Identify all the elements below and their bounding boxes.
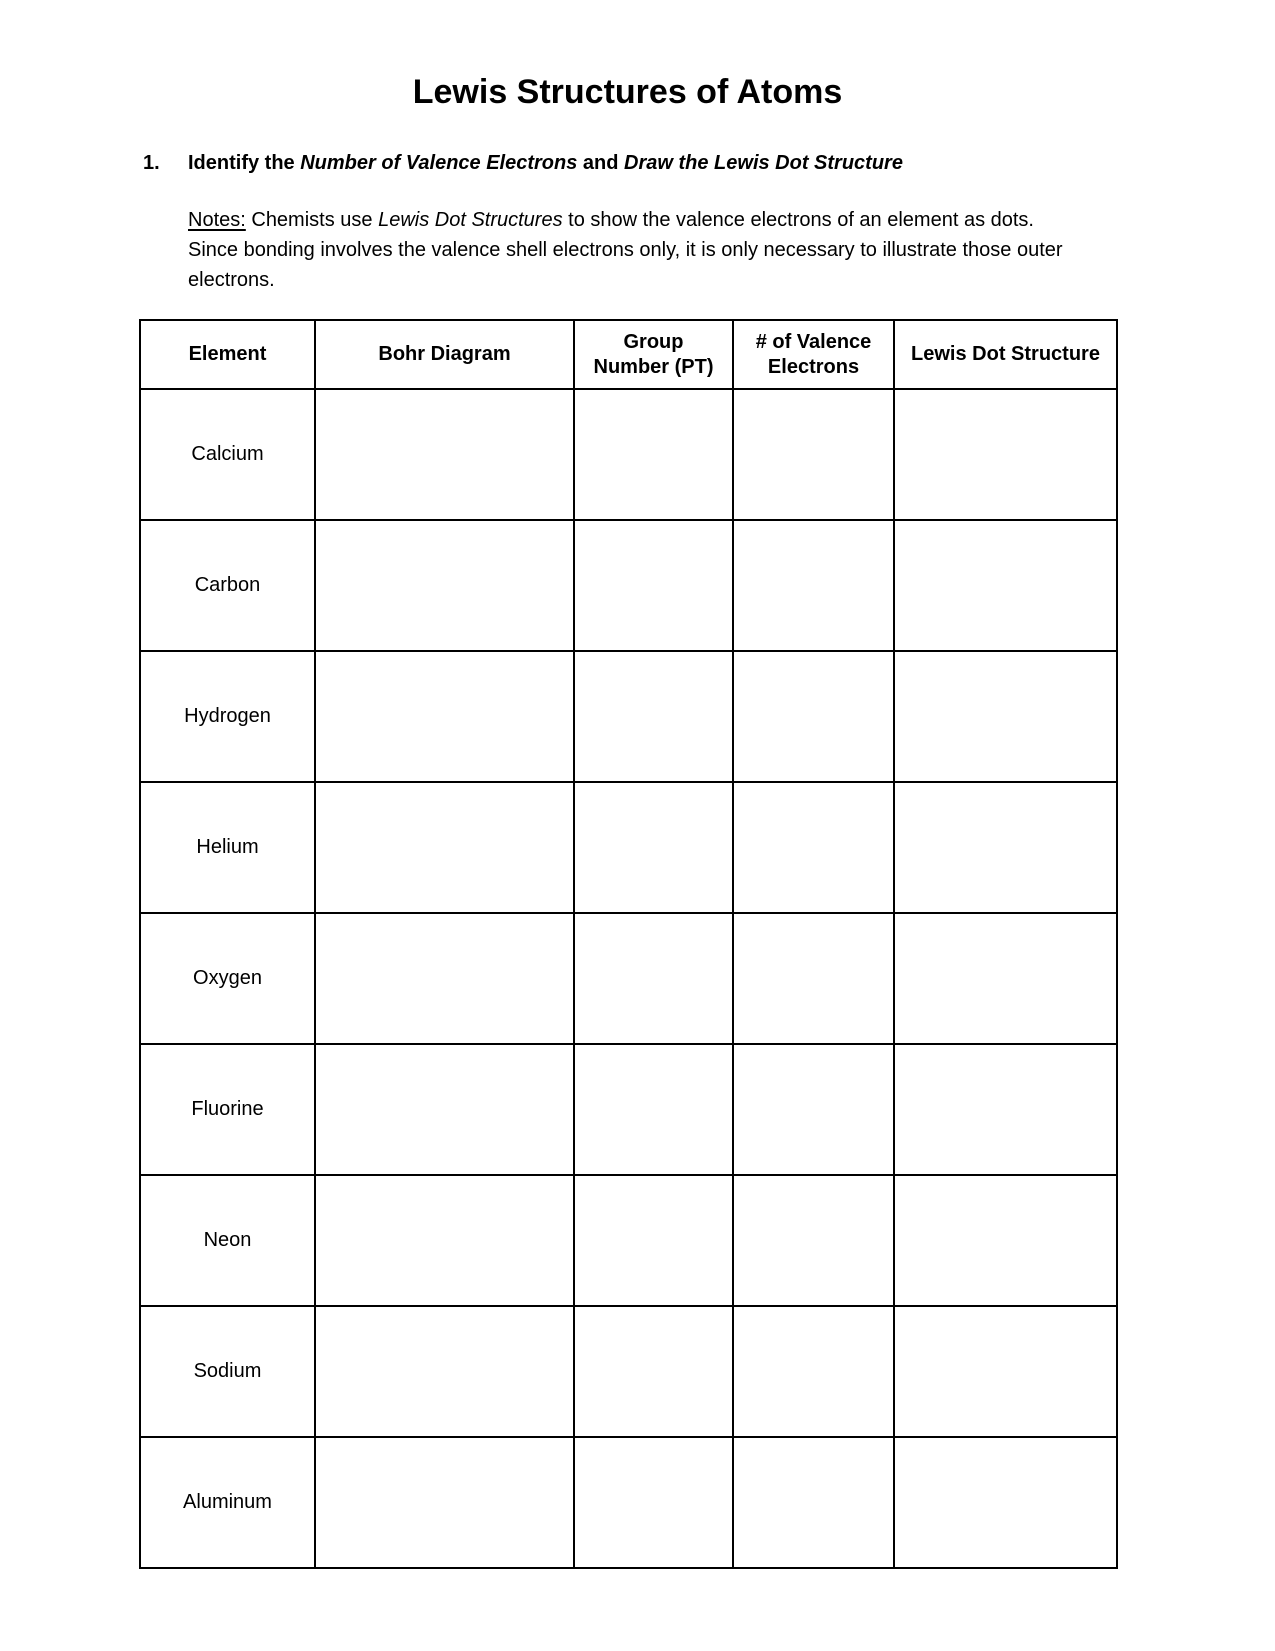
header-valence-line2: Electrons <box>767 355 860 378</box>
bohr-diagram-answer-cell[interactable] <box>315 389 574 520</box>
page-title: Lewis Structures of Atoms <box>412 73 843 111</box>
header-row <box>140 320 1117 389</box>
group-number-answer-cell[interactable] <box>574 1044 733 1175</box>
lewis-dot-answer-cell[interactable] <box>894 1044 1117 1175</box>
group-number-answer-cell[interactable] <box>574 913 733 1044</box>
lewis-dot-answer-cell[interactable] <box>894 782 1117 913</box>
lewis-dot-answer-cell[interactable] <box>894 520 1117 651</box>
bohr-diagram-answer-cell[interactable] <box>315 1175 574 1306</box>
lewis-dot-answer-cell[interactable] <box>894 913 1117 1044</box>
bohr-diagram-answer-cell[interactable] <box>315 520 574 651</box>
header-group-number <box>574 320 733 389</box>
notes-line-3: electrons. <box>188 269 275 291</box>
question-text-bold-2: and <box>577 152 625 174</box>
notes-paragraph <box>188 205 1128 295</box>
notes-text-b: to show the valence electrons of an element as dots. <box>562 209 1034 231</box>
notes-line-2: Since bonding involves the valence shell electrons only, it is only necessary to illustrate those outer <box>188 239 1063 261</box>
element-name-cell: Oxygen <box>140 913 315 1044</box>
group-number-answer-cell[interactable] <box>574 651 733 782</box>
question-number: 1. <box>143 152 160 174</box>
table-row-oxygen <box>140 913 1117 1044</box>
group-number-answer-cell[interactable] <box>574 782 733 913</box>
valence-electrons-answer-cell[interactable] <box>733 782 894 913</box>
header-group-line2: Number (PT) <box>593 355 714 378</box>
element-name-cell: Calcium <box>140 389 315 520</box>
bohr-diagram-answer-cell[interactable] <box>315 651 574 782</box>
lewis-dot-answer-cell[interactable] <box>894 1437 1117 1568</box>
valence-electrons-answer-cell[interactable] <box>733 1306 894 1437</box>
notes-line-1 <box>188 205 1128 235</box>
valence-electrons-answer-cell[interactable] <box>733 520 894 651</box>
header-valence-electrons <box>733 320 894 389</box>
table-row-carbon <box>140 520 1117 651</box>
question-text-italic-2: Draw the Lewis Dot Structure <box>624 152 903 174</box>
lewis-dot-answer-cell[interactable] <box>894 651 1117 782</box>
lewis-structures-table <box>139 319 1118 1569</box>
valence-electrons-answer-cell[interactable] <box>733 1175 894 1306</box>
group-number-answer-cell[interactable] <box>574 520 733 651</box>
header-valence-line1: # of Valence <box>755 330 872 353</box>
table-row-helium <box>140 782 1117 913</box>
valence-electrons-answer-cell[interactable] <box>733 1044 894 1175</box>
lewis-dot-answer-cell[interactable] <box>894 1175 1117 1306</box>
table-row-hydrogen <box>140 651 1117 782</box>
valence-electrons-answer-cell[interactable] <box>733 651 894 782</box>
table-row-calcium <box>140 389 1117 520</box>
bohr-diagram-answer-cell[interactable] <box>315 1044 574 1175</box>
valence-electrons-answer-cell[interactable] <box>733 1437 894 1568</box>
question-text-italic-1: Number of Valence Electrons <box>300 152 578 174</box>
element-name-cell: Carbon <box>140 520 315 651</box>
valence-electrons-answer-cell[interactable] <box>733 389 894 520</box>
group-number-answer-cell[interactable] <box>574 389 733 520</box>
bohr-diagram-answer-cell[interactable] <box>315 913 574 1044</box>
table-row-fluorine <box>140 1044 1117 1175</box>
group-number-answer-cell[interactable] <box>574 1175 733 1306</box>
header-bohr-diagram: Bohr Diagram <box>315 320 574 389</box>
element-name-cell: Neon <box>140 1175 315 1306</box>
bohr-diagram-answer-cell[interactable] <box>315 1437 574 1568</box>
notes-label: Notes: <box>188 209 246 231</box>
lewis-dot-answer-cell[interactable] <box>894 389 1117 520</box>
table-row-neon <box>140 1175 1117 1306</box>
valence-electrons-answer-cell[interactable] <box>733 913 894 1044</box>
notes-text-a: Chemists use <box>245 209 379 231</box>
header-group-line1: Group <box>623 330 684 353</box>
group-number-answer-cell[interactable] <box>574 1437 733 1568</box>
header-lewis-dot: Lewis Dot Structure <box>894 320 1117 389</box>
element-name-cell: Hydrogen <box>140 651 315 782</box>
question-text-bold-1: Identify the <box>188 152 301 174</box>
element-name-cell: Sodium <box>140 1306 315 1437</box>
bohr-diagram-answer-cell[interactable] <box>315 782 574 913</box>
element-name-cell: Helium <box>140 782 315 913</box>
element-name-cell: Fluorine <box>140 1044 315 1175</box>
lewis-dot-answer-cell[interactable] <box>894 1306 1117 1437</box>
bohr-diagram-answer-cell[interactable] <box>315 1306 574 1437</box>
header-element: Element <box>140 320 315 389</box>
notes-text-italic: Lewis Dot Structures <box>378 209 563 231</box>
table-row-sodium <box>140 1306 1117 1437</box>
group-number-answer-cell[interactable] <box>574 1306 733 1437</box>
question-1 <box>143 148 903 178</box>
table-row-aluminum <box>140 1437 1117 1568</box>
element-name-cell: Aluminum <box>140 1437 315 1568</box>
